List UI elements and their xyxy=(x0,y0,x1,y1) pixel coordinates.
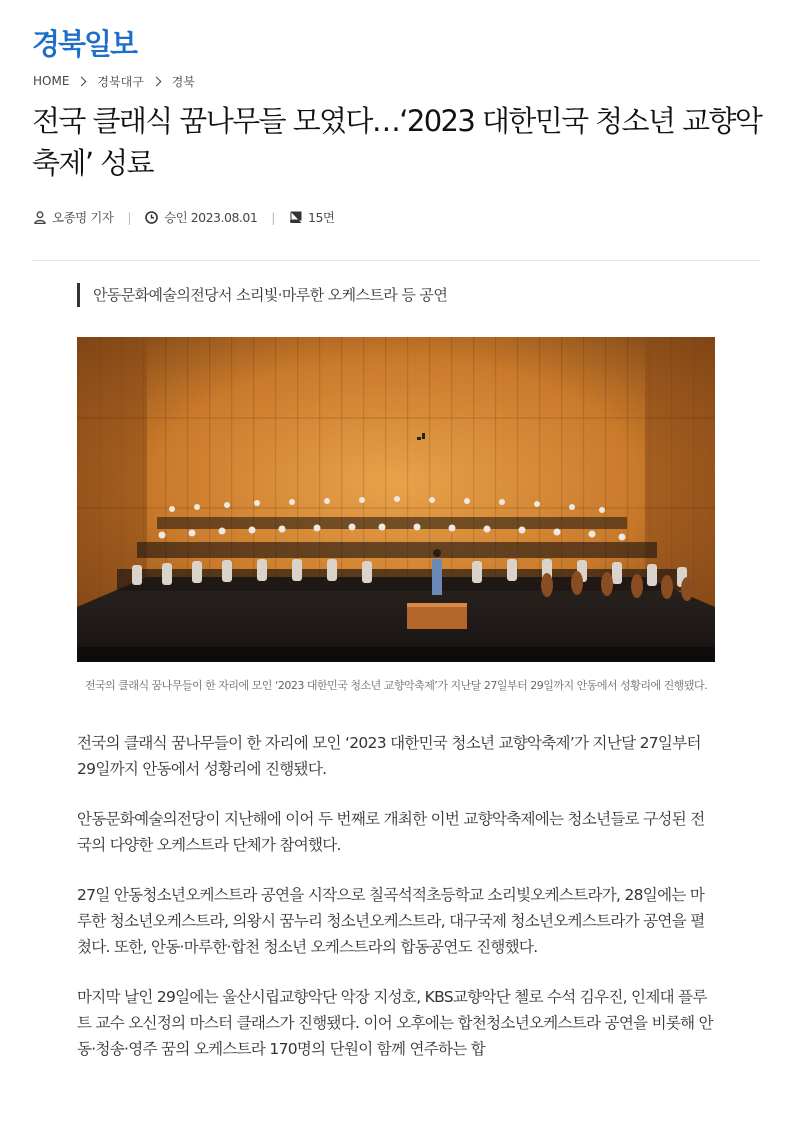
clock-icon xyxy=(145,211,158,224)
approval-date: 승인 2023.08.01 xyxy=(164,210,258,225)
meta-separator: | xyxy=(271,209,275,225)
article-paragraph: 마지막 날인 29일에는 울산시립교향악단 악장 지성호, KBS교향악단 첼로 수석 김우진, 인제대 플루트 교수 오신정의 마스터 클래스가 진행됐다. 이어 오후에는 합천청소년오케스트라 공연을 비롯해 안동·청송·영주 꿈의 오케스트라 170명의 단원이 함께 연주하는 합 xyxy=(77,988,713,1058)
book-icon xyxy=(289,211,302,223)
breadcrumb-subsection[interactable]: 경북 xyxy=(171,74,195,89)
article-headline: 전국 클래식 꿈나무들 모였다…‘2023 대한민국 청소년 교향악축제’ 성료 xyxy=(32,104,762,180)
article-paragraph: 안동문화예술의전당이 지난해에 이어 두 번째로 개최한 이번 교향악축제에는 청소년들로 구성된 전국의 다양한 오케스트라 단체가 참여했다. xyxy=(77,810,705,854)
meta-separator: | xyxy=(127,209,132,225)
author-name: 오종명 기자 xyxy=(52,210,114,225)
concert-photo[interactable] xyxy=(77,337,715,662)
site-logo[interactable]: 경북일보 xyxy=(32,27,137,61)
breadcrumb-section[interactable]: 경북대구 xyxy=(97,74,144,89)
breadcrumb xyxy=(33,72,195,90)
user-icon xyxy=(34,211,46,224)
photo-caption: 전국의 클래식 꿈나무들이 한 자리에 모인 ‘2023 대한민국 청소년 교향악축제’가 지난달 27일부터 29일까지 안동에서 성황리에 진행됐다. xyxy=(84,679,708,692)
article-paragraph: 27일 안동청소년오케스트라 공연을 시작으로 칠곡석적초등학교 소리빛오케스트라가, 28일에는 마루한 청소년오케스트라, 의왕시 꿈누리 청소년오케스트라, 대구국제 청소년오케스트라가 공연을 펼쳤다. 또한, 안동·마루한·합천 청소년 오케스트라의 합동공연도 진행했다. xyxy=(77,886,705,956)
chevron-right-icon xyxy=(151,76,161,86)
article-paragraph: 전국의 클래식 꿈나무들이 한 자리에 모인 ‘2023 대한민국 청소년 교향악축제’가 지난달 27일부터 29일까지 안동에서 성황리에 진행됐다. xyxy=(77,734,701,778)
page-number: 15면 xyxy=(308,210,335,225)
article-meta xyxy=(34,207,334,227)
header-divider xyxy=(32,260,760,261)
chevron-right-icon xyxy=(77,76,87,86)
article-body xyxy=(77,730,717,1086)
article-subtitle: 안동문화예술의전당서 소리빛·마루한 오케스트라 등 공연 xyxy=(77,283,447,307)
breadcrumb-home[interactable]: HOME xyxy=(33,74,70,88)
orchestra-illustration xyxy=(77,337,715,662)
